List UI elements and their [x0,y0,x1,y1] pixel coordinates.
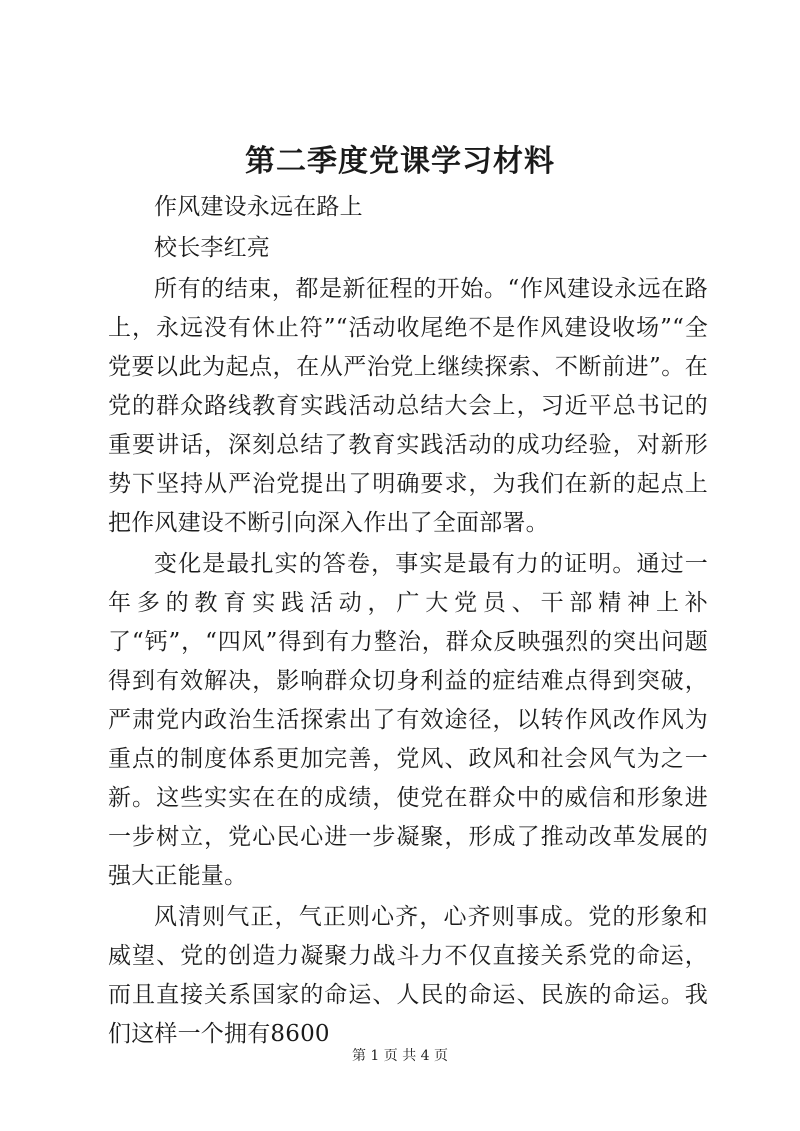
body-paragraph: 所有的结束，都是新征程的开始。“作风建设永远在路上，永远没有休止符”“活动收尾绝不是作风建设收场”“全党要以此为起点，在从严治党上继续探索、不断前进”。在党的群众路线教育实践活动总结大会上，习近平总书记的重要讲话，深刻总结了教育实践活动的成功经验，对新形势下坚持从严治党提出了明确要求，为我们在新的起点上把作风建设不断引向深入作出了全面部署。 [108,276,708,536]
document-title: 第二季度党课学习材料 [245,144,555,179]
body-paragraph: 风清则气正，气正则心齐，心齐则事成。党的形象和威望、党的创造力凝聚力战斗力不仅直接关系党的命运，而且直接关系国家的命运、人民的命运、民族的命运。我们这样一个拥有8600 [108,904,708,1047]
body-paragraph: 变化是最扎实的答卷，事实是最有力的证明。通过一年多的教育实践活动，广大党员、干部精神上补了“钙”，“四风”得到有力整治，群众反映强烈的突出问题得到有效解决，影响群众切身利益的症结难点得到突破，严肃党内政治生活探索出了有效途径，以转作风改作风为重点的制度体系更加完善，党风、政风和社会风气为之一新。这些实实在在的成绩，使党在群众中的威信和形象进一步树立，党心民心进一步凝聚，形成了推动改革发展的强大正能量。 [108,551,708,889]
page-footer: 第 1 页 共 4 页 [351,1048,449,1064]
document-body [108,188,708,1056]
author-line: 校长李红亮 [154,235,270,261]
subtitle-line: 作风建设永远在路上 [154,194,363,220]
